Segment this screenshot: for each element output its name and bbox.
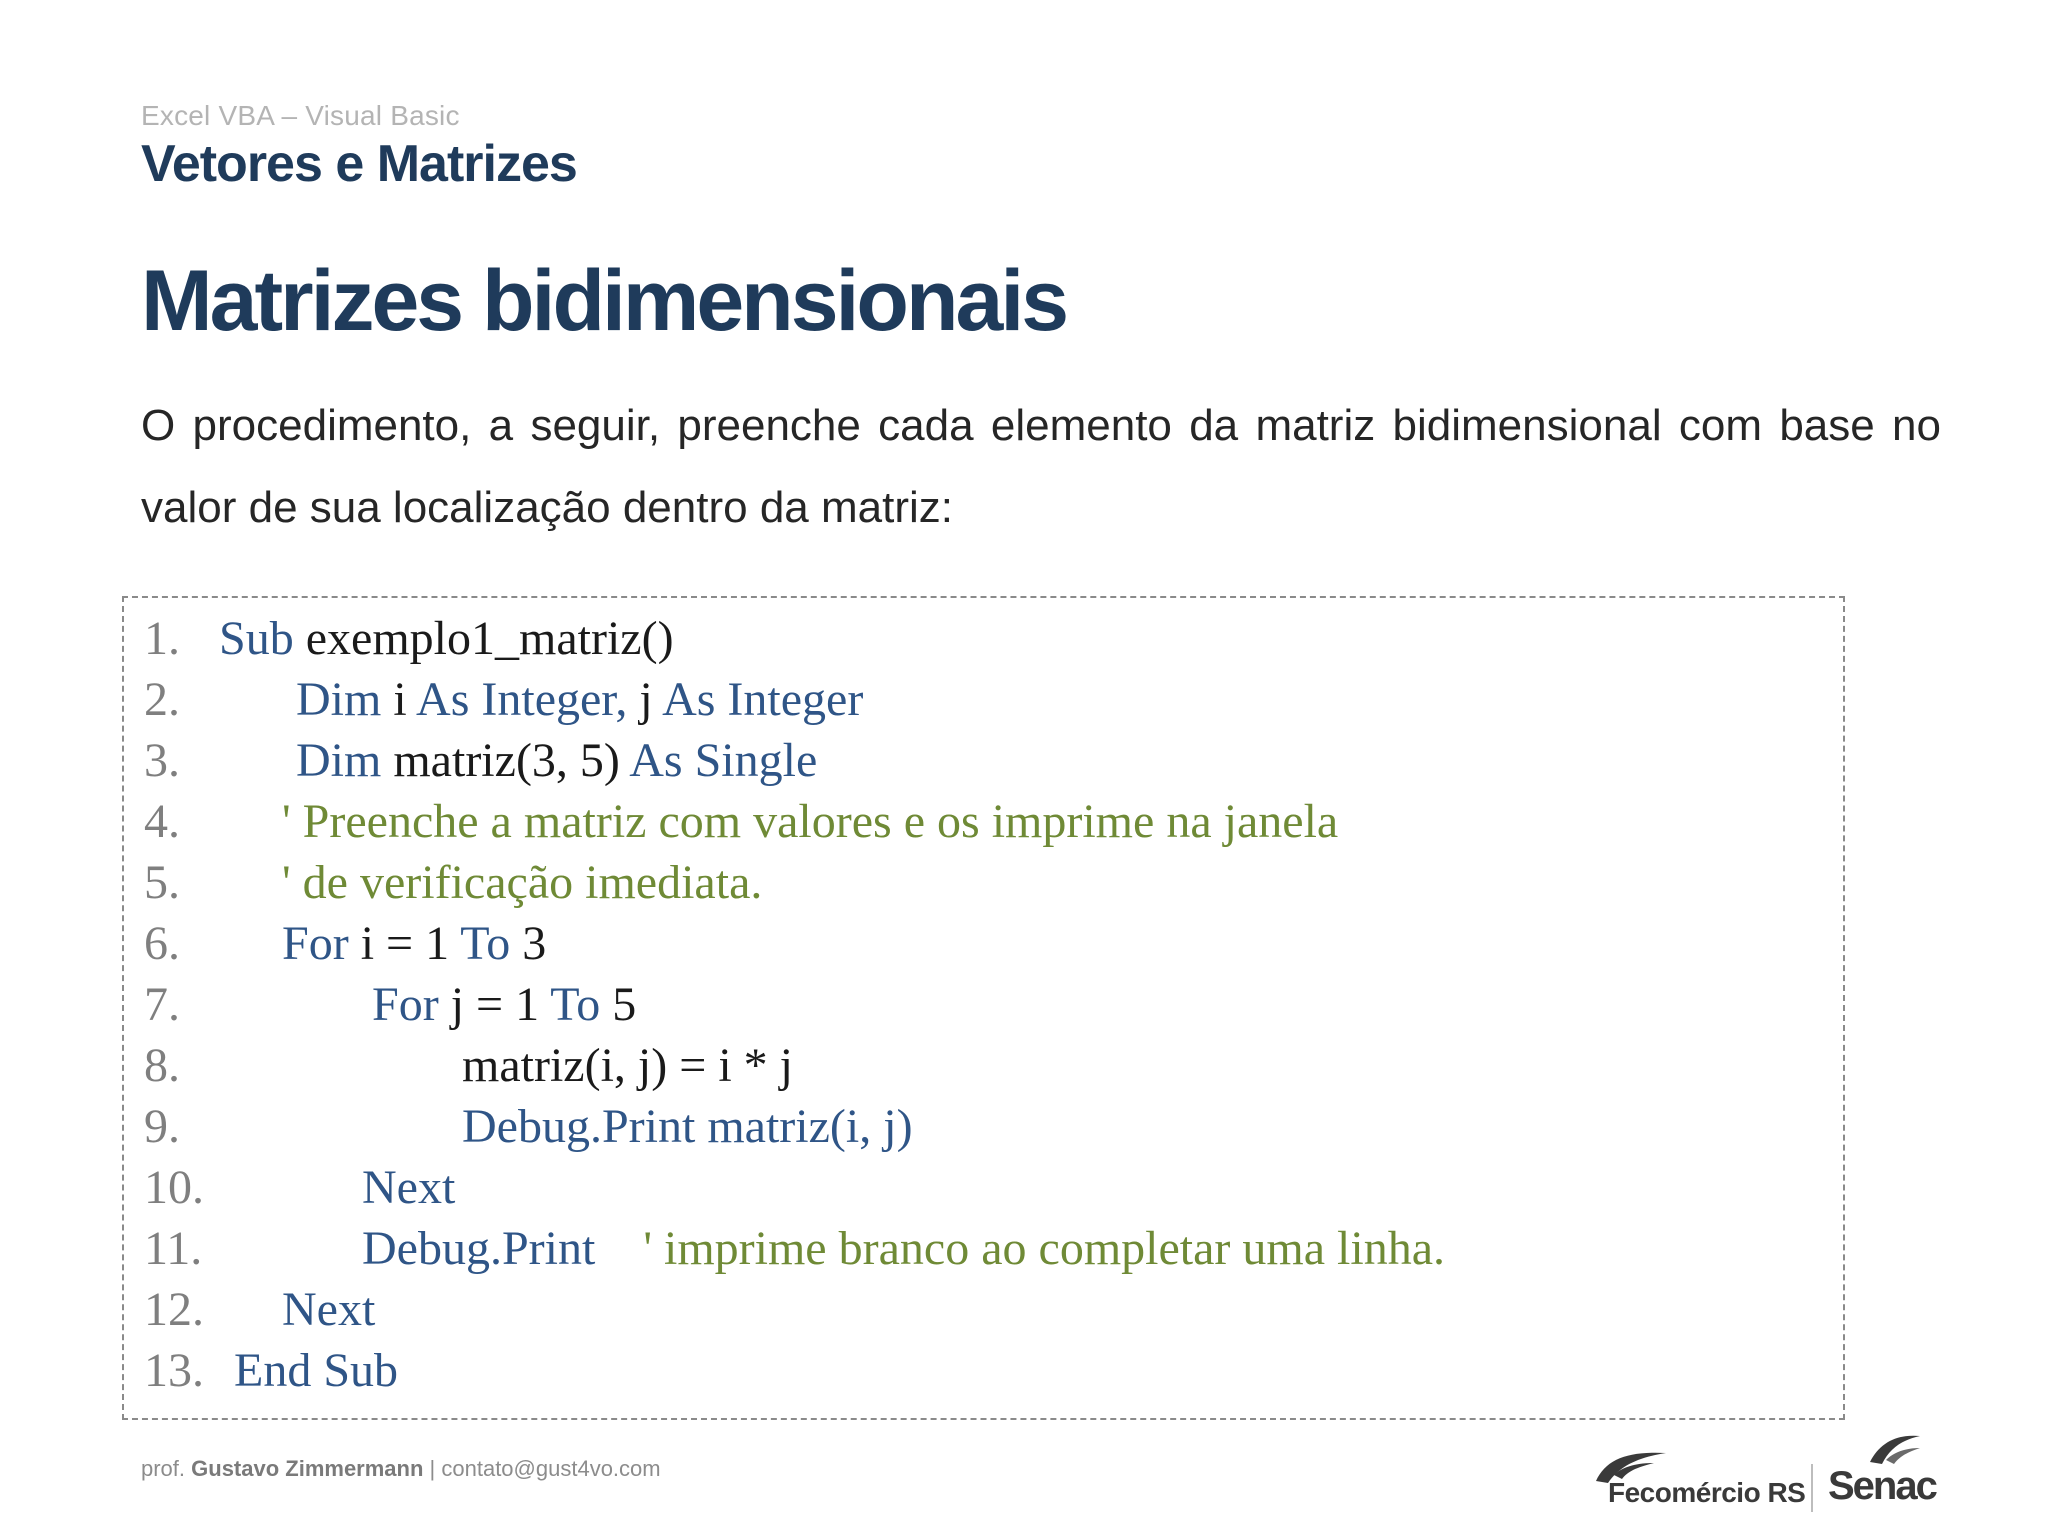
- code-text: 3: [510, 917, 547, 970]
- code-keyword: To: [550, 978, 601, 1031]
- code-keyword: Dim: [296, 734, 382, 787]
- line-code: [234, 1340, 398, 1401]
- code-keyword: Next: [362, 1161, 456, 1214]
- line-code: [296, 669, 863, 730]
- code-keyword: End Sub: [234, 1344, 399, 1397]
- code-block: [122, 596, 1845, 1420]
- fecomercio-wordmark: Fecomércio RS: [1608, 1477, 1806, 1508]
- line-code: [362, 1218, 1445, 1279]
- line-code: [282, 1279, 375, 1340]
- code-keyword: Sub: [219, 612, 294, 665]
- code-keyword: Debug.Print matriz(i, j): [462, 1100, 913, 1153]
- line-number: 11.: [144, 1222, 203, 1275]
- code-comment: ' Preenche a matriz com valores e os imprime na janela: [282, 795, 1339, 848]
- line-code: [362, 1157, 455, 1218]
- code-comment: ' de verificação imediata.: [282, 856, 763, 909]
- author-email: contato@gust4vo.com: [441, 1456, 661, 1481]
- line-number: 13.: [144, 1344, 204, 1397]
- code-text: j: [627, 673, 663, 726]
- senac-wing-icon: [1868, 1432, 1922, 1468]
- line-code: [219, 608, 674, 669]
- code-text: matriz(i, j) = i * j: [462, 1039, 793, 1092]
- code-keyword: As Integer: [662, 673, 864, 726]
- code-text: j = 1: [438, 978, 551, 1031]
- code-text: exemplo1_matriz(): [293, 612, 674, 665]
- credit-prefix: prof.: [141, 1456, 192, 1481]
- line-number: 7.: [144, 978, 180, 1031]
- code-keyword: For: [282, 917, 349, 970]
- code-text: [595, 1222, 643, 1275]
- footer-credit: [141, 1456, 661, 1482]
- code-keyword: For: [372, 978, 439, 1031]
- code-keyword: To: [460, 917, 511, 970]
- code-keyword: As Integer,: [416, 673, 628, 726]
- line-number: 8.: [144, 1039, 180, 1092]
- code-text: 5: [600, 978, 637, 1031]
- section-title: Vetores e Matrizes: [141, 135, 577, 193]
- line-number: 5.: [144, 856, 180, 909]
- code-text: i: [381, 673, 417, 726]
- line-number: 1.: [144, 612, 180, 665]
- line-number: 12.: [144, 1283, 204, 1336]
- slide-title: Matrizes bidimensionais: [141, 253, 1067, 349]
- line-code: [282, 913, 546, 974]
- code-comment: ' imprime branco ao completar uma linha.: [643, 1222, 1446, 1275]
- code-text: matriz(3, 5): [381, 734, 630, 787]
- line-code: [372, 974, 636, 1035]
- line-code: [462, 1096, 913, 1157]
- course-label: Excel VBA – Visual Basic: [141, 100, 460, 131]
- line-number: 2.: [144, 673, 180, 726]
- line-code: [462, 1035, 793, 1096]
- line-code: [282, 852, 762, 913]
- code-keyword: As Single: [629, 734, 818, 787]
- line-code: [296, 730, 817, 791]
- code-keyword: Dim: [296, 673, 382, 726]
- logo-divider: [1811, 1464, 1813, 1512]
- code-text: i = 1: [348, 917, 461, 970]
- line-number: 10.: [144, 1161, 204, 1214]
- senac-wordmark: Senac: [1828, 1464, 1936, 1508]
- credit-separator: |: [423, 1456, 442, 1481]
- slide-description: O procedimento, a seguir, preenche cada elemento da matriz bidimensional com base no valor de sua localização dentro da matriz:: [141, 401, 1941, 532]
- senac-logo: [1826, 1432, 1946, 1512]
- code-keyword: Debug.Print: [362, 1222, 596, 1275]
- author-name: Gustavo Zimmermann: [191, 1456, 424, 1481]
- fecomercio-logo: [1588, 1445, 1808, 1515]
- line-number: 3.: [144, 734, 180, 787]
- line-number: 4.: [144, 795, 180, 848]
- line-number: 6.: [144, 917, 180, 970]
- code-keyword: Next: [282, 1283, 376, 1336]
- line-number: 9.: [144, 1100, 180, 1153]
- line-code: [282, 791, 1338, 852]
